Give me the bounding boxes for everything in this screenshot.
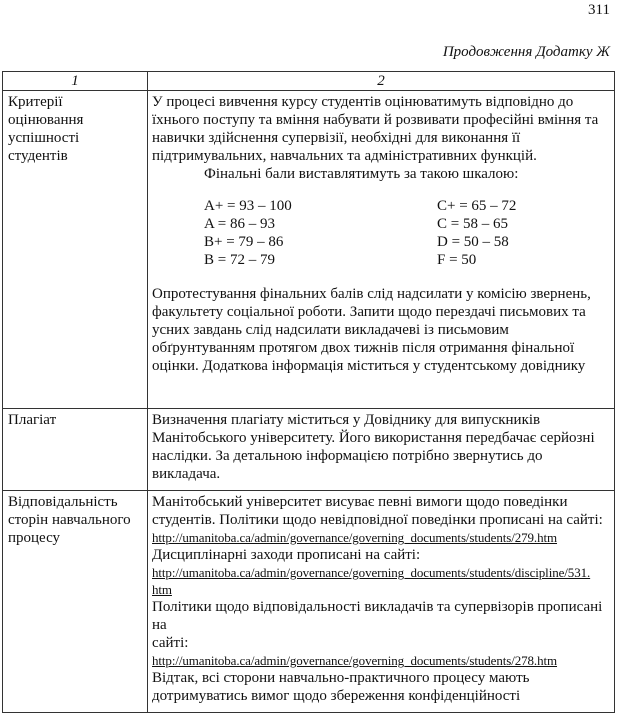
scale-item: A+ = 93 – 100	[204, 198, 292, 214]
criteria-intro	[152, 93, 614, 165]
text-line: Опротестування фінальних балів слід надсилати у комісію звернень,	[152, 286, 591, 302]
label-line: успішності	[8, 130, 80, 146]
criteria-outro	[152, 285, 614, 375]
scale-item: F = 50	[437, 252, 477, 268]
appendix-table	[2, 71, 615, 713]
label-line: Критерії	[8, 94, 63, 110]
scale-item: B = 72 – 79	[204, 252, 275, 268]
criteria-content	[148, 91, 615, 409]
scale-left-column	[204, 197, 437, 269]
misconduct-policy-link[interactable]: http://umanitoba.ca/admin/governance/governing_documents/students/279.htm	[152, 530, 558, 545]
text-line: студентів. Політики щодо невідповідної поведінки прописані на сайті:	[152, 512, 603, 528]
header-col-1: 1	[3, 72, 148, 91]
text-line: Манітобський університет висуває певні вимоги щодо поведінки	[152, 494, 568, 510]
criteria-label	[3, 91, 148, 409]
text-line: дотримуватись вимог щодо збереження конфіденційності	[152, 688, 521, 704]
label-line: оцінювання	[8, 112, 84, 128]
responsibility-policy-link[interactable]: http://umanitoba.ca/admin/governance/governing_documents/students/278.htm	[152, 653, 558, 668]
text-line: Політики щодо відповідальності викладачів та супервізорів прописані на	[152, 599, 603, 633]
table-row-responsibility	[3, 491, 615, 713]
plagiarism-label: Плагіат	[3, 409, 148, 491]
discipline-link-continued[interactable]: htm	[152, 582, 172, 597]
responsibility-label	[3, 491, 148, 713]
table-header-row	[3, 72, 615, 91]
text-line: сайті:	[152, 635, 189, 651]
text-line: наслідки. За детальною інформацією потрібно звернутись до	[152, 448, 543, 464]
scale-item: D = 50 – 58	[437, 234, 509, 250]
continuation-title: Продовження Додатку Ж	[442, 44, 610, 60]
text-line: Відтак, всі сторони навчально-практичного процесу мають	[152, 670, 530, 686]
label-line: сторін навчального	[8, 512, 131, 528]
text-line: Манітобського університету. Його використання передбачає серйозні	[152, 430, 595, 446]
plagiarism-content	[148, 409, 615, 491]
label-line: процесу	[8, 530, 61, 546]
label-line: студентів	[8, 148, 68, 164]
text-line: усних завдань слід надсилати викладачеві із письмовим	[152, 322, 509, 338]
scale-intro: Фінальні бали виставлятимуть за такою шкалою:	[204, 166, 519, 182]
text-line: підтримувальних, навчальних та адміністративних функцій.	[152, 148, 537, 164]
header-col-2: 2	[148, 72, 615, 91]
responsibility-content	[148, 491, 615, 713]
scale-item: C+ = 65 – 72	[437, 198, 517, 214]
grading-scale	[204, 197, 614, 269]
text-line: Визначення плагіату міститься у Довіднику для випускників	[152, 412, 541, 428]
text-line: їхнього поступу та вміння набувати й розвивати професійні вміння та	[152, 112, 599, 128]
scale-item: C = 58 – 65	[437, 216, 508, 232]
scale-item: A = 86 – 93	[204, 216, 275, 232]
table-row-criteria	[3, 91, 615, 409]
text-line: викладача.	[152, 466, 221, 482]
text-line: Дисциплінарні заходи прописані на сайті:	[152, 547, 421, 563]
scale-item: B+ = 79 – 86	[204, 234, 284, 250]
text-line: оцінки. Додаткова інформація міститься у студентському довіднику	[152, 358, 586, 374]
scale-right-column	[437, 197, 516, 269]
text-line: навички здійснення супервізії, необхідні для виконання її	[152, 130, 521, 146]
text-line: обґрунтуванням протягом двох тижнів після отримання фінальної	[152, 340, 575, 356]
discipline-link[interactable]: http://umanitoba.ca/admin/governance/governing_documents/students/discipline/531.	[152, 565, 591, 580]
text-line: факультету соціальної роботи. Запити щодо перездачі письмових та	[152, 304, 586, 320]
table-row-plagiarism	[3, 409, 615, 491]
label-line: Відповідальність	[8, 494, 118, 510]
page-number: 311	[588, 2, 610, 18]
text-line: У процесі вивчення курсу студентів оцінюватимуть відповідно до	[152, 94, 574, 110]
